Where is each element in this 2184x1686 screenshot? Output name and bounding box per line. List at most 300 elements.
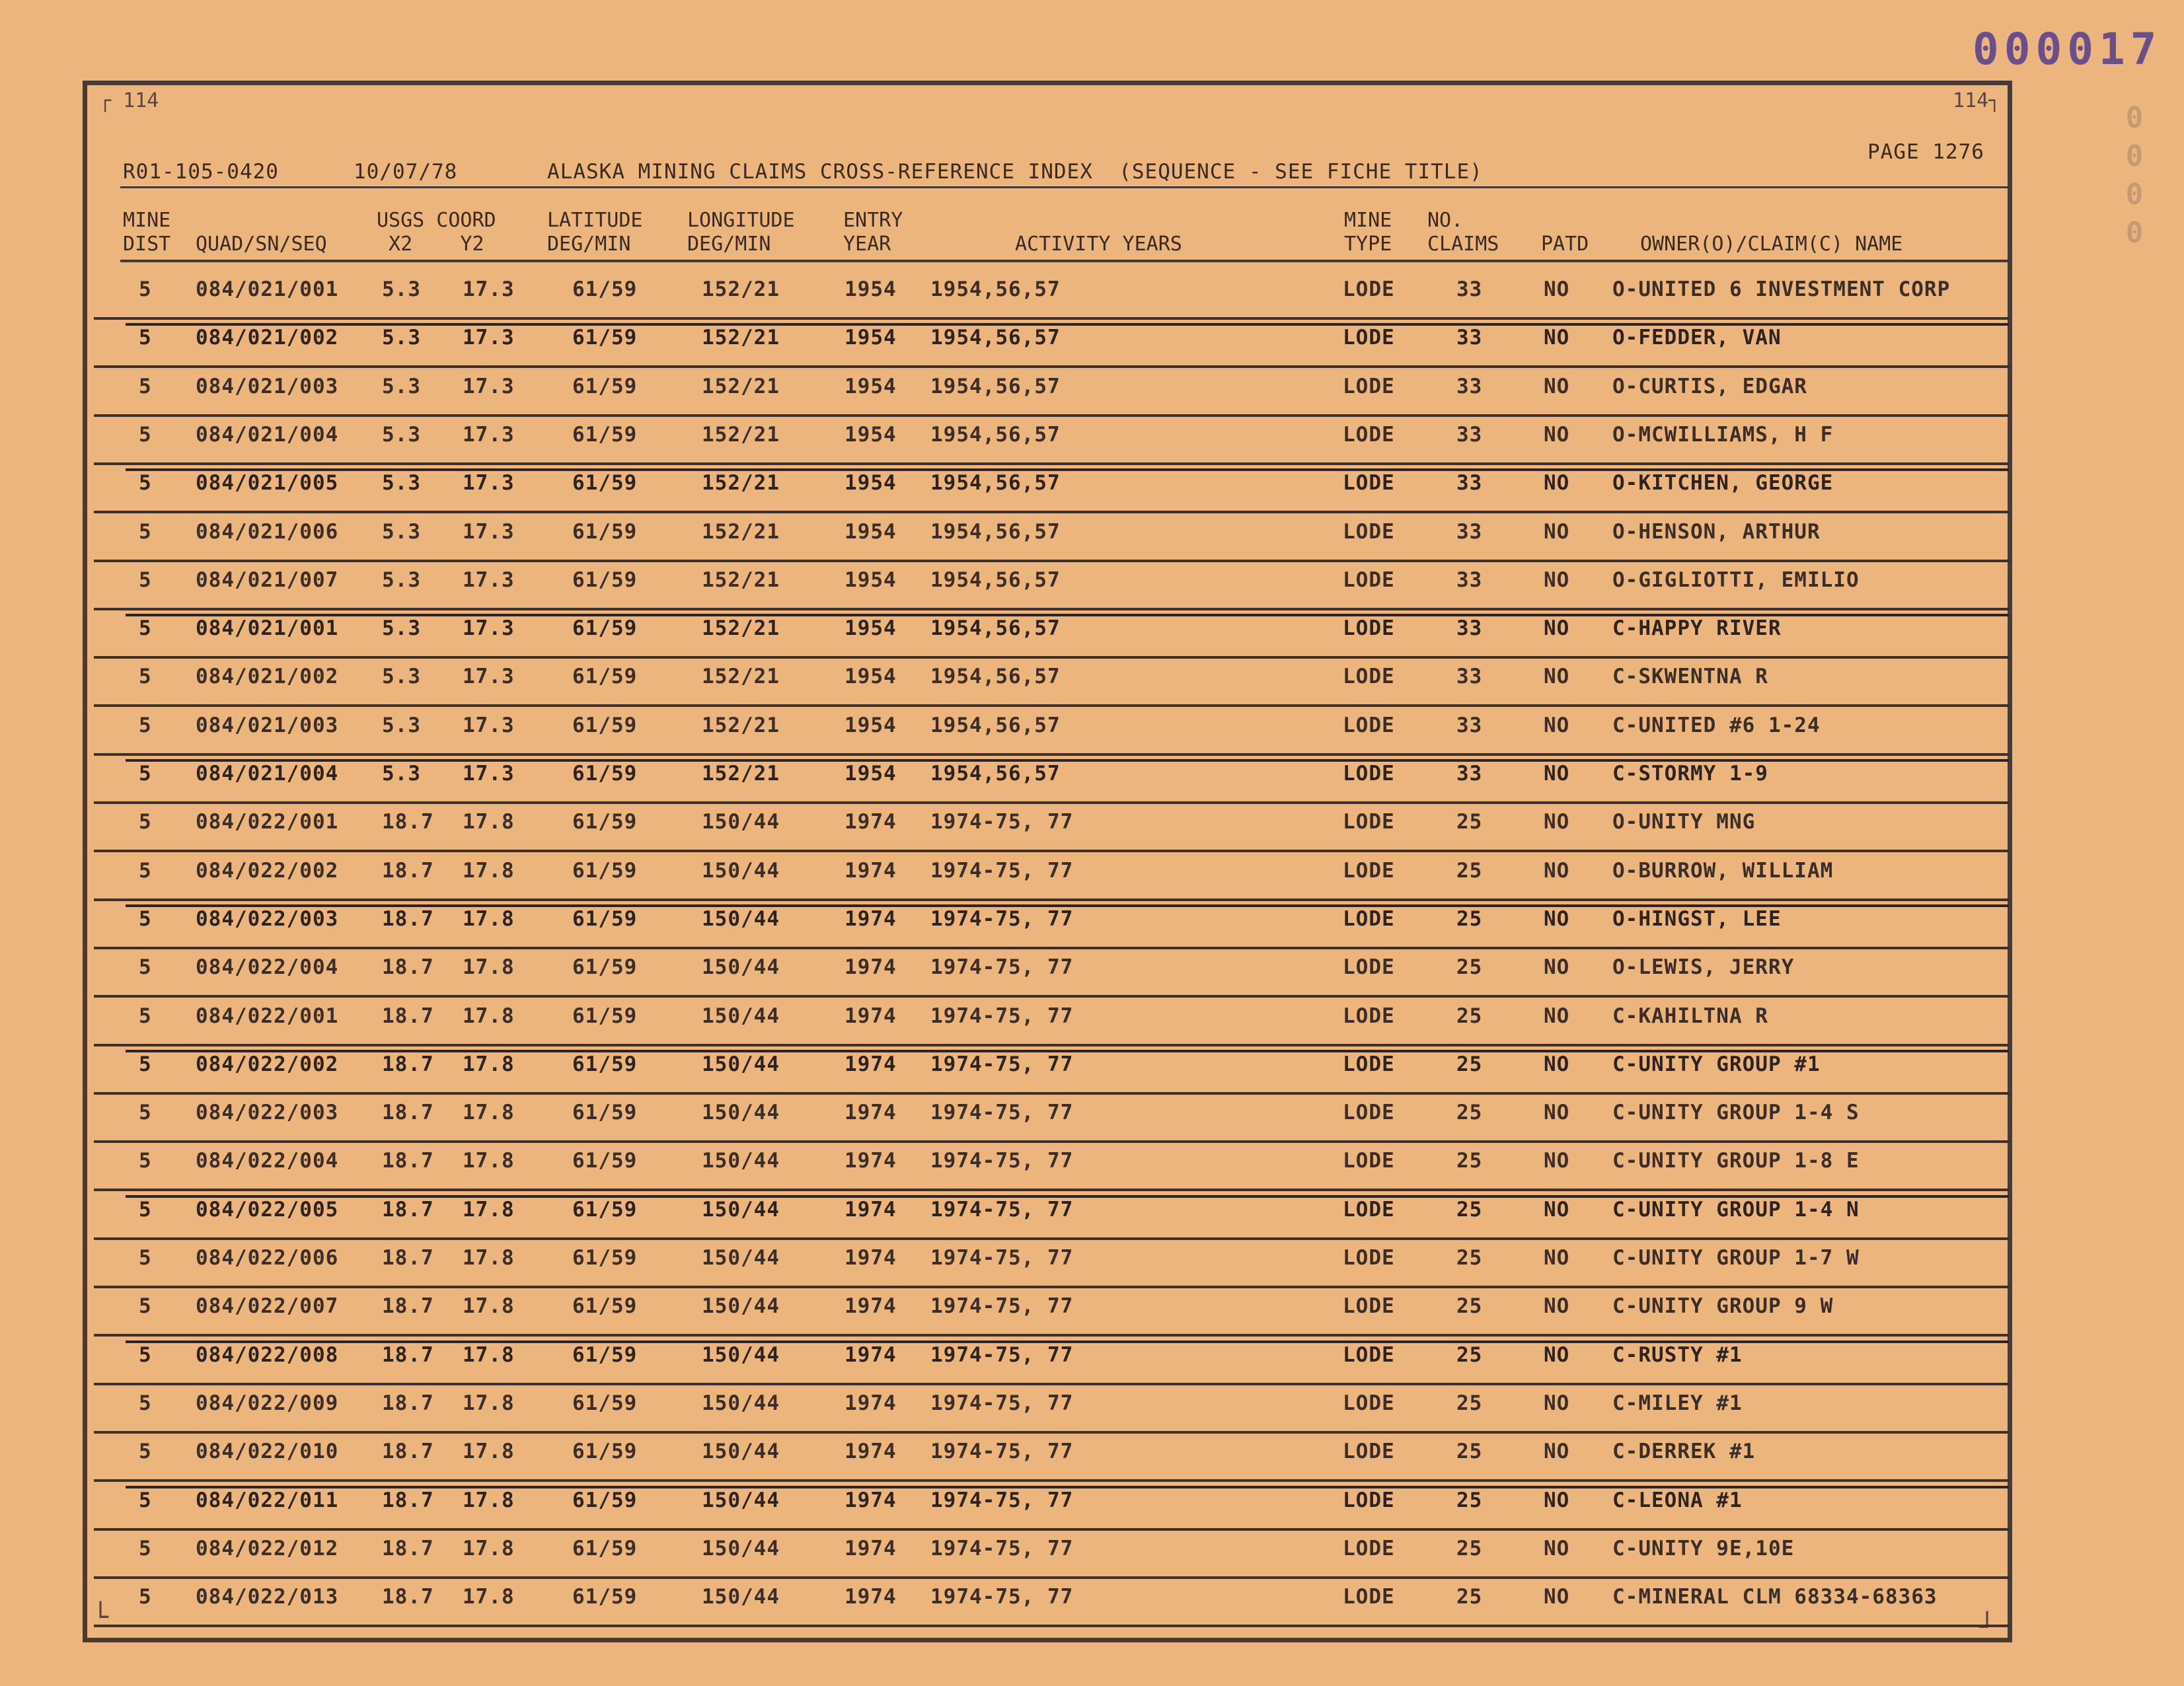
cell-x2: 18.7	[382, 1246, 434, 1270]
col-activity-years: ACTIVITY YEARS	[1015, 233, 1182, 256]
corner-mark-top-left: ┌ 114	[99, 89, 159, 112]
cell-patd: NO	[1544, 1537, 1570, 1560]
cell-mine-dist: 5	[139, 1149, 152, 1173]
cell-patd: NO	[1544, 423, 1570, 447]
cell-quad-sn-seq: 084/022/007	[196, 1294, 339, 1318]
cell-patd: NO	[1544, 1052, 1570, 1076]
cell-quad-sn-seq: 084/022/002	[196, 1052, 339, 1076]
table-row	[0, 1192, 2184, 1240]
cell-no-claims: 25	[1456, 1537, 1483, 1560]
cell-quad-sn-seq: 084/022/002	[196, 859, 339, 883]
cell-owner-claim-name: O-CURTIS, EDGAR	[1612, 375, 1807, 398]
cell-owner-claim-name: O-GIGLIOTTI, EMILIO	[1612, 568, 1860, 592]
cell-y2: 17.8	[463, 1391, 515, 1415]
table-row	[0, 1580, 2184, 1627]
cell-mine-dist: 5	[139, 326, 152, 349]
cell-entry-year: 1954	[845, 714, 897, 737]
table-row	[0, 1047, 2184, 1095]
cell-no-claims: 25	[1456, 1101, 1483, 1124]
cell-mine-type: LODE	[1343, 326, 1395, 349]
row-underline	[94, 704, 2010, 707]
cell-no-claims: 25	[1456, 907, 1483, 931]
strikethrough-rule	[126, 468, 2009, 471]
report-id: R01-105-0420	[123, 160, 279, 184]
cell-x2: 18.7	[382, 955, 434, 979]
cell-patd: NO	[1544, 616, 1570, 640]
cell-x2: 18.7	[382, 907, 434, 931]
cell-mine-dist: 5	[139, 955, 152, 979]
cell-owner-claim-name: C-UNITY GROUP 1-7 W	[1612, 1246, 1860, 1270]
cell-latitude: 61/59	[572, 423, 638, 447]
cell-x2: 5.3	[382, 616, 421, 640]
cell-mine-dist: 5	[139, 1585, 152, 1609]
cell-patd: NO	[1544, 1440, 1570, 1463]
cell-no-claims: 25	[1456, 1585, 1483, 1609]
cell-patd: NO	[1544, 714, 1570, 737]
cell-quad-sn-seq: 084/022/003	[196, 1101, 339, 1124]
row-underline	[94, 1140, 2010, 1143]
cell-y2: 17.8	[463, 1440, 515, 1463]
cell-patd: NO	[1544, 326, 1570, 349]
cell-patd: NO	[1544, 375, 1570, 398]
cell-patd: NO	[1544, 1294, 1570, 1318]
cell-y2: 17.3	[463, 665, 515, 688]
cell-entry-year: 1974	[845, 1149, 897, 1173]
row-underline	[94, 317, 2010, 320]
cell-entry-year: 1974	[845, 1488, 897, 1512]
cell-activity-years: 1954,56,57	[930, 714, 1061, 737]
cell-mine-dist: 5	[139, 1440, 152, 1463]
corner-mark-bottom-left: └	[93, 1602, 109, 1632]
cell-latitude: 61/59	[572, 616, 638, 640]
cell-no-claims: 33	[1456, 616, 1483, 640]
cell-patd: NO	[1544, 955, 1570, 979]
row-underline	[94, 1334, 2010, 1337]
cell-mine-dist: 5	[139, 1004, 152, 1028]
table-row	[0, 515, 2184, 562]
cell-quad-sn-seq: 084/021/001	[196, 616, 339, 640]
cell-patd: NO	[1544, 1198, 1570, 1222]
edge-stamp-faded: 0 0 0 0	[2125, 101, 2144, 250]
row-underline	[94, 1479, 2010, 1482]
cell-mine-type: LODE	[1343, 616, 1395, 640]
cell-longitude: 150/44	[702, 1294, 780, 1318]
cell-longitude: 150/44	[702, 1488, 780, 1512]
table-row	[0, 563, 2184, 610]
cell-mine-type: LODE	[1343, 1149, 1395, 1173]
cell-mine-dist: 5	[139, 714, 152, 737]
strikethrough-rule	[126, 1195, 2009, 1198]
cell-entry-year: 1974	[845, 810, 897, 834]
strikethrough-rule	[126, 759, 2009, 762]
cell-no-claims: 33	[1456, 375, 1483, 398]
cell-entry-year: 1974	[845, 1246, 897, 1270]
cell-entry-year: 1974	[845, 907, 897, 931]
table-row	[0, 1289, 2184, 1337]
cell-activity-years: 1974-75, 77	[930, 1294, 1074, 1318]
row-underline	[94, 608, 2010, 610]
cell-longitude: 150/44	[702, 1101, 780, 1124]
cell-y2: 17.8	[463, 1198, 515, 1222]
cell-mine-dist: 5	[139, 859, 152, 883]
cell-longitude: 152/21	[702, 277, 780, 301]
cell-mine-type: LODE	[1343, 859, 1395, 883]
cell-no-claims: 33	[1456, 423, 1483, 447]
col-latitude: LATITUDE DEG/MIN	[547, 209, 643, 256]
cell-quad-sn-seq: 084/022/006	[196, 1246, 339, 1270]
cell-entry-year: 1974	[845, 1004, 897, 1028]
cell-latitude: 61/59	[572, 277, 638, 301]
col-no-claims: NO. CLAIMS	[1427, 209, 1499, 256]
cell-mine-type: LODE	[1343, 810, 1395, 834]
cell-entry-year: 1974	[845, 1343, 897, 1367]
cell-latitude: 61/59	[572, 471, 638, 495]
cell-mine-dist: 5	[139, 1391, 152, 1415]
cell-owner-claim-name: O-BURROW, WILLIAM	[1612, 859, 1834, 883]
cell-x2: 5.3	[382, 568, 421, 592]
cell-longitude: 150/44	[702, 1246, 780, 1270]
cell-patd: NO	[1544, 1149, 1570, 1173]
cell-activity-years: 1974-75, 77	[930, 1488, 1074, 1512]
cell-entry-year: 1974	[845, 1440, 897, 1463]
cell-entry-year: 1954	[845, 520, 897, 544]
cell-owner-claim-name: O-HINGST, LEE	[1612, 907, 1782, 931]
row-underline	[94, 1576, 2010, 1579]
cell-latitude: 61/59	[572, 1585, 638, 1609]
cell-no-claims: 25	[1456, 859, 1483, 883]
cell-longitude: 150/44	[702, 1440, 780, 1463]
cell-quad-sn-seq: 084/021/002	[196, 326, 339, 349]
cell-x2: 18.7	[382, 1537, 434, 1560]
cell-patd: NO	[1544, 1391, 1570, 1415]
cell-latitude: 61/59	[572, 955, 638, 979]
page-label: PAGE 1276	[1867, 140, 1984, 164]
cell-entry-year: 1974	[845, 859, 897, 883]
cell-mine-dist: 5	[139, 1537, 152, 1560]
strikethrough-rule	[126, 904, 2009, 907]
cell-owner-claim-name: C-HAPPY RIVER	[1612, 616, 1782, 640]
row-underline	[94, 753, 2010, 756]
cell-mine-type: LODE	[1343, 423, 1395, 447]
cell-entry-year: 1954	[845, 471, 897, 495]
cell-activity-years: 1974-75, 77	[930, 1004, 1074, 1028]
cell-quad-sn-seq: 084/021/006	[196, 520, 339, 544]
cell-owner-claim-name: C-UNITY GROUP 9 W	[1612, 1294, 1834, 1318]
cell-mine-dist: 5	[139, 471, 152, 495]
cell-patd: NO	[1544, 1343, 1570, 1367]
cell-latitude: 61/59	[572, 1440, 638, 1463]
cell-mine-type: LODE	[1343, 1198, 1395, 1222]
cell-longitude: 150/44	[702, 810, 780, 834]
cell-activity-years: 1974-75, 77	[930, 1101, 1074, 1124]
cell-no-claims: 25	[1456, 1198, 1483, 1222]
cell-mine-type: LODE	[1343, 1391, 1395, 1415]
cell-quad-sn-seq: 084/021/004	[196, 762, 339, 786]
cell-no-claims: 33	[1456, 568, 1483, 592]
cell-owner-claim-name: C-RUSTY #1	[1612, 1343, 1743, 1367]
cell-owner-claim-name: C-UNITY GROUP 1-4 N	[1612, 1198, 1860, 1222]
cell-quad-sn-seq: 084/022/010	[196, 1440, 339, 1463]
cell-quad-sn-seq: 084/022/013	[196, 1585, 339, 1609]
cell-longitude: 152/21	[702, 665, 780, 688]
table-row	[0, 1144, 2184, 1191]
cell-mine-type: LODE	[1343, 1246, 1395, 1270]
cell-quad-sn-seq: 084/022/011	[196, 1488, 339, 1512]
cell-mine-type: LODE	[1343, 1343, 1395, 1367]
cell-mine-dist: 5	[139, 1488, 152, 1512]
cell-quad-sn-seq: 084/022/004	[196, 1149, 339, 1173]
cell-no-claims: 25	[1456, 1440, 1483, 1463]
cell-latitude: 61/59	[572, 1343, 638, 1367]
table-row	[0, 950, 2184, 998]
cell-x2: 18.7	[382, 1391, 434, 1415]
cell-x2: 18.7	[382, 859, 434, 883]
table-row	[0, 1531, 2184, 1579]
cell-y2: 17.8	[463, 1052, 515, 1076]
cell-quad-sn-seq: 084/022/001	[196, 810, 339, 834]
cell-mine-type: LODE	[1343, 1101, 1395, 1124]
cell-entry-year: 1954	[845, 423, 897, 447]
cell-longitude: 150/44	[702, 1004, 780, 1028]
cell-x2: 18.7	[382, 1585, 434, 1609]
cell-mine-dist: 5	[139, 810, 152, 834]
cell-quad-sn-seq: 084/022/009	[196, 1391, 339, 1415]
row-underline	[94, 1044, 2010, 1046]
cell-y2: 17.8	[463, 1488, 515, 1512]
cell-entry-year: 1974	[845, 955, 897, 979]
strikethrough-rule	[126, 1340, 2009, 1343]
cell-no-claims: 33	[1456, 665, 1483, 688]
cell-activity-years: 1954,56,57	[930, 520, 1061, 544]
table-row	[0, 659, 2184, 707]
cell-owner-claim-name: C-LEONA #1	[1612, 1488, 1743, 1512]
cell-activity-years: 1954,56,57	[930, 326, 1061, 349]
cell-activity-years: 1974-75, 77	[930, 1391, 1074, 1415]
cell-quad-sn-seq: 084/021/001	[196, 277, 339, 301]
strikethrough-rule	[126, 323, 2009, 326]
cell-patd: NO	[1544, 1004, 1570, 1028]
cell-x2: 18.7	[382, 1488, 434, 1512]
cell-latitude: 61/59	[572, 1052, 638, 1076]
cell-y2: 17.3	[463, 616, 515, 640]
cell-mine-dist: 5	[139, 1246, 152, 1270]
cell-no-claims: 25	[1456, 955, 1483, 979]
cell-activity-years: 1974-75, 77	[930, 1198, 1074, 1222]
cell-entry-year: 1954	[845, 665, 897, 688]
cell-patd: NO	[1544, 810, 1570, 834]
cell-y2: 17.8	[463, 1343, 515, 1367]
cell-quad-sn-seq: 084/022/008	[196, 1343, 339, 1367]
col-longitude: LONGITUDE DEG/MIN	[687, 209, 795, 256]
cell-latitude: 61/59	[572, 375, 638, 398]
cell-no-claims: 33	[1456, 326, 1483, 349]
cell-longitude: 152/21	[702, 520, 780, 544]
cell-longitude: 150/44	[702, 1052, 780, 1076]
cell-x2: 5.3	[382, 375, 421, 398]
col-owner-claim-name: OWNER(O)/CLAIM(C) NAME	[1640, 233, 1903, 256]
cell-owner-claim-name: C-UNITY GROUP 1-4 S	[1612, 1101, 1860, 1124]
cell-entry-year: 1974	[845, 1052, 897, 1076]
table-row	[0, 805, 2184, 852]
cell-patd: NO	[1544, 762, 1570, 786]
cell-y2: 17.3	[463, 375, 515, 398]
cell-latitude: 61/59	[572, 568, 638, 592]
cell-owner-claim-name: C-MILEY #1	[1612, 1391, 1743, 1415]
cell-longitude: 152/21	[702, 326, 780, 349]
cell-entry-year: 1954	[845, 762, 897, 786]
cell-entry-year: 1954	[845, 616, 897, 640]
cell-latitude: 61/59	[572, 1246, 638, 1270]
cell-mine-type: LODE	[1343, 907, 1395, 931]
cell-x2: 5.3	[382, 471, 421, 495]
corner-mark-top-right: 114┐	[1953, 89, 2001, 112]
cell-activity-years: 1974-75, 77	[930, 1246, 1074, 1270]
row-underline	[94, 1431, 2010, 1434]
cell-longitude: 150/44	[702, 907, 780, 931]
corner-mark-bottom-right: ┘	[1979, 1612, 1996, 1642]
cell-owner-claim-name: O-FEDDER, VAN	[1612, 326, 1782, 349]
cell-activity-years: 1974-75, 77	[930, 955, 1074, 979]
cell-latitude: 61/59	[572, 859, 638, 883]
col-mine-dist: MINE DIST	[123, 209, 171, 256]
cell-quad-sn-seq: 084/022/012	[196, 1537, 339, 1560]
table-row	[0, 1386, 2184, 1434]
cell-longitude: 152/21	[702, 471, 780, 495]
row-underline	[94, 1528, 2010, 1531]
cell-activity-years: 1974-75, 77	[930, 1052, 1074, 1076]
cell-no-claims: 33	[1456, 471, 1483, 495]
row-underline	[94, 656, 2010, 659]
cell-quad-sn-seq: 084/021/003	[196, 375, 339, 398]
cell-owner-claim-name: O-KITCHEN, GEORGE	[1612, 471, 1834, 495]
cell-mine-dist: 5	[139, 762, 152, 786]
cell-longitude: 152/21	[702, 423, 780, 447]
cell-mine-type: LODE	[1343, 665, 1395, 688]
cell-mine-dist: 5	[139, 1101, 152, 1124]
cell-longitude: 150/44	[702, 1585, 780, 1609]
cell-patd: NO	[1544, 568, 1570, 592]
table-row	[0, 1241, 2184, 1288]
cell-entry-year: 1974	[845, 1294, 897, 1318]
col-quad-sn-seq: QUAD/SN/SEQ	[196, 233, 327, 256]
cell-quad-sn-seq: 084/021/007	[196, 568, 339, 592]
cell-patd: NO	[1544, 1101, 1570, 1124]
table-row	[0, 1338, 2184, 1385]
col-usgs-coord: USGS COORD X2 Y2	[377, 209, 496, 256]
cell-y2: 17.8	[463, 907, 515, 931]
table-row	[0, 1434, 2184, 1482]
report-date: 10/07/78	[354, 160, 458, 184]
cell-no-claims: 25	[1456, 1488, 1483, 1512]
cell-longitude: 150/44	[702, 1198, 780, 1222]
cell-entry-year: 1954	[845, 326, 897, 349]
table-row	[0, 320, 2184, 368]
cell-patd: NO	[1544, 277, 1570, 301]
cell-entry-year: 1974	[845, 1101, 897, 1124]
cell-no-claims: 25	[1456, 1004, 1483, 1028]
cell-x2: 5.3	[382, 762, 421, 786]
cell-no-claims: 25	[1456, 810, 1483, 834]
cell-mine-dist: 5	[139, 907, 152, 931]
cell-mine-type: LODE	[1343, 955, 1395, 979]
cell-no-claims: 25	[1456, 1294, 1483, 1318]
cell-y2: 17.8	[463, 859, 515, 883]
cell-y2: 17.8	[463, 1149, 515, 1173]
table-row	[0, 418, 2184, 465]
row-underline	[94, 560, 2010, 562]
row-underline	[94, 1286, 2010, 1288]
cell-latitude: 61/59	[572, 1537, 638, 1560]
cell-owner-claim-name: C-STORMY 1-9	[1612, 762, 1768, 786]
cell-longitude: 152/21	[702, 714, 780, 737]
cell-activity-years: 1974-75, 77	[930, 1343, 1074, 1367]
cell-entry-year: 1954	[845, 375, 897, 398]
cell-entry-year: 1974	[845, 1198, 897, 1222]
cell-mine-type: LODE	[1343, 1488, 1395, 1512]
cell-longitude: 152/21	[702, 616, 780, 640]
cell-mine-type: LODE	[1343, 1004, 1395, 1028]
cell-entry-year: 1974	[845, 1537, 897, 1560]
cell-mine-dist: 5	[139, 1052, 152, 1076]
cell-patd: NO	[1544, 471, 1570, 495]
cell-activity-years: 1974-75, 77	[930, 1537, 1074, 1560]
cell-mine-dist: 5	[139, 665, 152, 688]
strikethrough-rule	[126, 1050, 2009, 1052]
cell-mine-type: LODE	[1343, 762, 1395, 786]
cell-y2: 17.8	[463, 1537, 515, 1560]
cell-mine-type: LODE	[1343, 568, 1395, 592]
cell-mine-type: LODE	[1343, 471, 1395, 495]
cell-x2: 18.7	[382, 1294, 434, 1318]
cell-owner-claim-name: O-UNITY MNG	[1612, 810, 1756, 834]
cell-mine-dist: 5	[139, 423, 152, 447]
cell-latitude: 61/59	[572, 1149, 638, 1173]
cell-activity-years: 1974-75, 77	[930, 810, 1074, 834]
cell-x2: 18.7	[382, 1101, 434, 1124]
cell-y2: 17.8	[463, 1294, 515, 1318]
cell-owner-claim-name: O-HENSON, ARTHUR	[1612, 520, 1821, 544]
cell-activity-years: 1954,56,57	[930, 423, 1061, 447]
cell-longitude: 150/44	[702, 859, 780, 883]
cell-latitude: 61/59	[572, 665, 638, 688]
cell-latitude: 61/59	[572, 1391, 638, 1415]
cell-no-claims: 25	[1456, 1149, 1483, 1173]
cell-no-claims: 33	[1456, 714, 1483, 737]
cell-quad-sn-seq: 084/022/001	[196, 1004, 339, 1028]
cell-mine-type: LODE	[1343, 1294, 1395, 1318]
cell-y2: 17.3	[463, 423, 515, 447]
cell-x2: 5.3	[382, 665, 421, 688]
cell-owner-claim-name: C-UNITY 9E,10E	[1612, 1537, 1795, 1560]
row-underline	[94, 947, 2010, 949]
cell-x2: 5.3	[382, 423, 421, 447]
cell-latitude: 61/59	[572, 1198, 638, 1222]
cell-owner-claim-name: C-UNITED #6 1-24	[1612, 714, 1821, 737]
cell-y2: 17.8	[463, 1101, 515, 1124]
table-row	[0, 369, 2184, 417]
cell-latitude: 61/59	[572, 810, 638, 834]
cell-latitude: 61/59	[572, 907, 638, 931]
cell-activity-years: 1954,56,57	[930, 665, 1061, 688]
cell-y2: 17.8	[463, 1004, 515, 1028]
cell-latitude: 61/59	[572, 520, 638, 544]
cell-quad-sn-seq: 084/022/005	[196, 1198, 339, 1222]
row-underline	[94, 511, 2010, 513]
strikethrough-rule	[126, 1486, 2009, 1488]
cell-x2: 18.7	[382, 1052, 434, 1076]
cell-latitude: 61/59	[572, 326, 638, 349]
cell-x2: 18.7	[382, 1198, 434, 1222]
